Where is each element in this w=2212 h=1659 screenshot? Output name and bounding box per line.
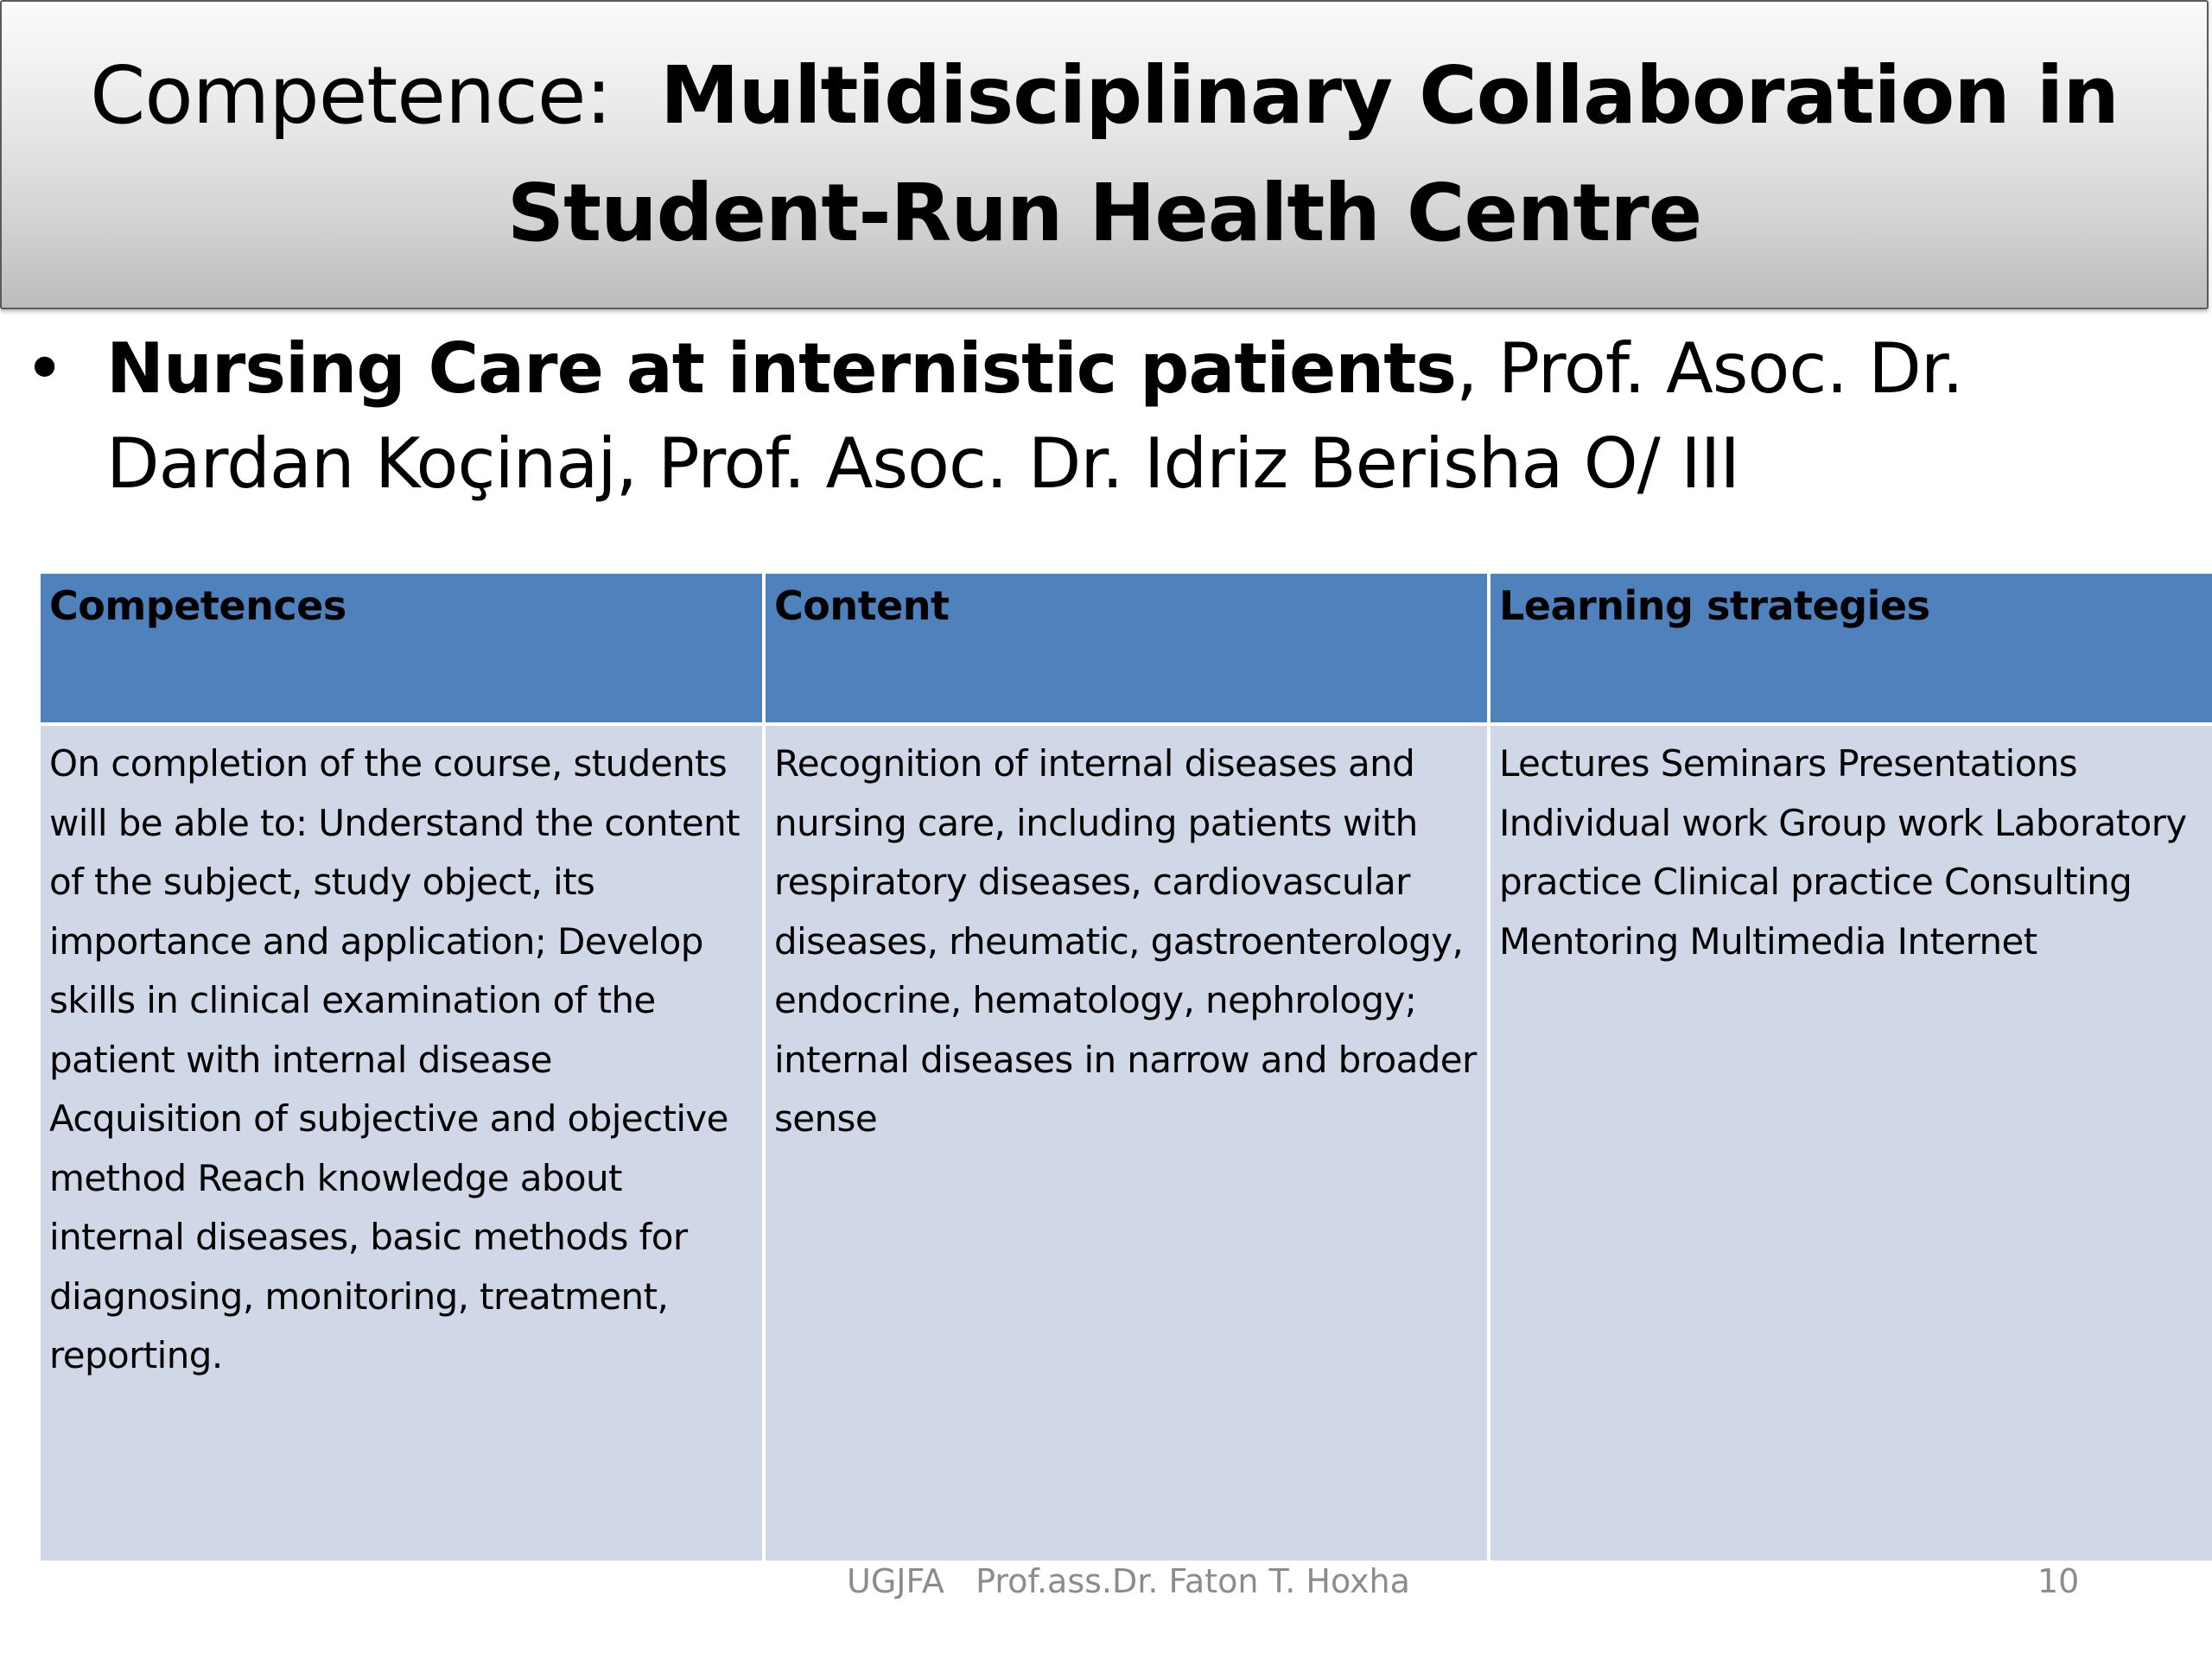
header-competences: Competences: [39, 572, 764, 724]
header-learning-strategies: Learning strategies: [1489, 572, 2212, 724]
page-number: 10: [2037, 1562, 2080, 1600]
title-main: Multidisciplinary Collaboration in Student-Run Health Centre: [506, 49, 2119, 259]
competence-table: [37, 570, 2212, 1564]
table-row: [39, 724, 2212, 1562]
title-prefix: Competence:: [90, 49, 612, 142]
course-name: Nursing Care at internistic patients: [106, 328, 1457, 409]
slide-footer: UGJFA Prof.ass.Dr. Faton T. Hoxha: [847, 1562, 1410, 1600]
course-bullet: [24, 321, 2184, 512]
competence-table-wrapper: [37, 570, 2212, 1564]
bullet-text: [106, 321, 2184, 512]
bullet-marker: •: [24, 328, 65, 409]
cell-content: Recognition of internal diseases and nursing care, including patients with respiratory diseases, cardiovascular diseases, rheumatic, gastroenterology, endocrine, hematology, nephrology; internal diseases in narrow and broader sense: [764, 724, 1489, 1562]
header-content: Content: [764, 572, 1489, 724]
table-header-row: [39, 572, 2212, 724]
cell-competences: On completion of the course, students will be able to: Understand the content of the subject, study object, its importance and application; Develop skills in clinical examination of the patient with internal disease Acquisition of subjective and objective method Reach knowledge about internal diseases, basic methods for diagnosing, monitoring, treatment, reporting.: [39, 724, 764, 1562]
slide-title-bar: [0, 0, 2209, 309]
course-lecturers: , Prof. Asoc. Dr. Dardan Koçinaj, Prof. Asoc. Dr. Idriz Berisha O/ III: [106, 328, 1963, 504]
cell-learning-strategies: Lectures Seminars Presentations Individual work Group work Laboratory practice Clinical practice Consulting Mentoring Multimedia Internet: [1489, 724, 2212, 1562]
slide-title: [2, 37, 2207, 272]
